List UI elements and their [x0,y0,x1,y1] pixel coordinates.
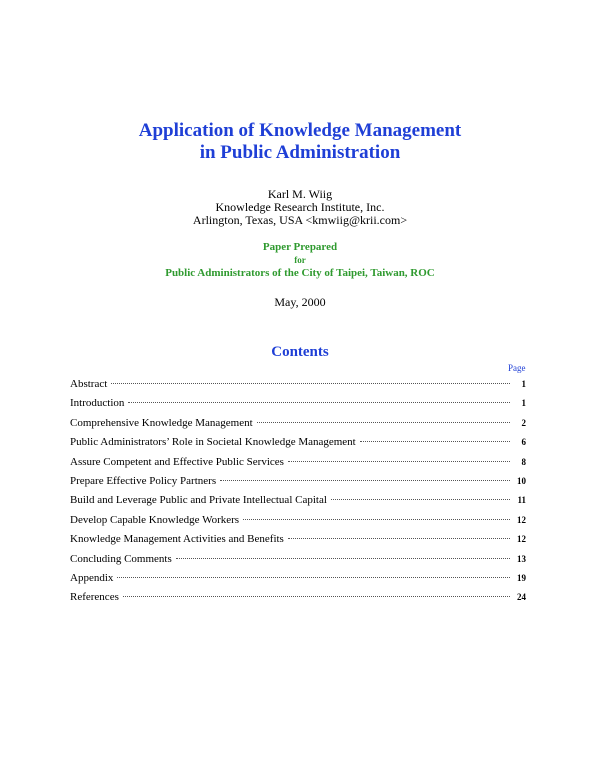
toc-entry[interactable] [70,493,526,512]
toc-entry[interactable] [70,455,526,474]
toc-entry[interactable] [70,396,526,415]
document-date: May, 2000 [274,295,326,309]
toc-entry-page: 10 [517,475,526,486]
author-organization: Knowledge Research Institute, Inc. [215,200,385,214]
author-location: Arlington, Texas, USA <kmwiig@krii.com> [192,213,408,227]
toc-leader-dots [111,383,510,384]
table-of-contents [70,377,526,610]
toc-entry[interactable] [70,532,526,551]
toc-leader-dots [176,558,510,559]
document-title-line-2: in Public Administration [199,142,401,163]
toc-entry-label: Comprehensive Knowledge Management [70,416,253,429]
prepared-label: Paper Prepared [262,241,338,253]
contents-heading: Contents [271,344,329,360]
toc-entry-label: Assure Competent and Effective Public Services [70,455,284,468]
toc-entry[interactable] [70,416,526,435]
toc-leader-dots [117,577,510,578]
toc-entry-label: Prepare Effective Policy Partners [70,474,217,487]
toc-entry-page: 8 [521,456,526,467]
toc-leader-dots [331,499,510,500]
toc-leader-dots [257,422,510,423]
toc-entry-label: Public Administrators’ Role in Societal Knowledge Management [70,436,356,449]
toc-entry[interactable] [70,590,526,609]
toc-entry-label: Abstract [70,378,108,390]
toc-leader-dots [123,596,510,597]
toc-entry-label: Appendix [70,571,114,584]
toc-entry-page: 24 [517,592,526,603]
toc-entry-page: 1 [521,379,526,389]
toc-entry-page: 12 [517,514,526,525]
toc-entry[interactable] [70,571,526,590]
toc-entry-label: Develop Capable Knowledge Workers [70,513,240,526]
toc-leader-dots [128,402,510,403]
toc-entry-label: Introduction [70,397,125,410]
toc-leader-dots [360,441,510,442]
toc-leader-dots [243,519,510,520]
toc-entry-label: References [70,591,119,604]
toc-entry-page: 13 [517,553,526,564]
toc-entry-page: 11 [517,495,526,506]
toc-leader-dots [220,480,510,481]
toc-entry-label: Build and Leverage Public and Private Intellectual Capital [70,494,327,507]
toc-entry-page: 2 [521,417,526,428]
toc-entry-label: Concluding Comments [70,552,172,565]
toc-entry-page: 12 [517,534,526,545]
toc-entry[interactable] [70,552,526,571]
prepared-audience: Public Administrators of the City of Taipei, Taiwan, ROC [165,267,435,279]
toc-entry[interactable] [70,435,526,454]
toc-entry-page: 19 [517,572,526,583]
prepared-for: for [294,255,306,265]
toc-leader-dots [288,538,510,539]
page-column-label: Page [508,363,526,373]
toc-entry-page: 6 [521,437,526,448]
author-block [0,188,600,227]
toc-entry[interactable] [70,474,526,493]
document-title-line-1: Application of Knowledge Management [138,120,462,141]
toc-entry-label: Knowledge Management Activities and Benefits [70,533,284,546]
toc-entry[interactable] [70,513,526,532]
toc-entry[interactable] [70,377,526,396]
toc-leader-dots [288,461,510,462]
toc-entry-page: 1 [521,398,526,409]
author-name: Karl M. Wiig [267,187,333,201]
